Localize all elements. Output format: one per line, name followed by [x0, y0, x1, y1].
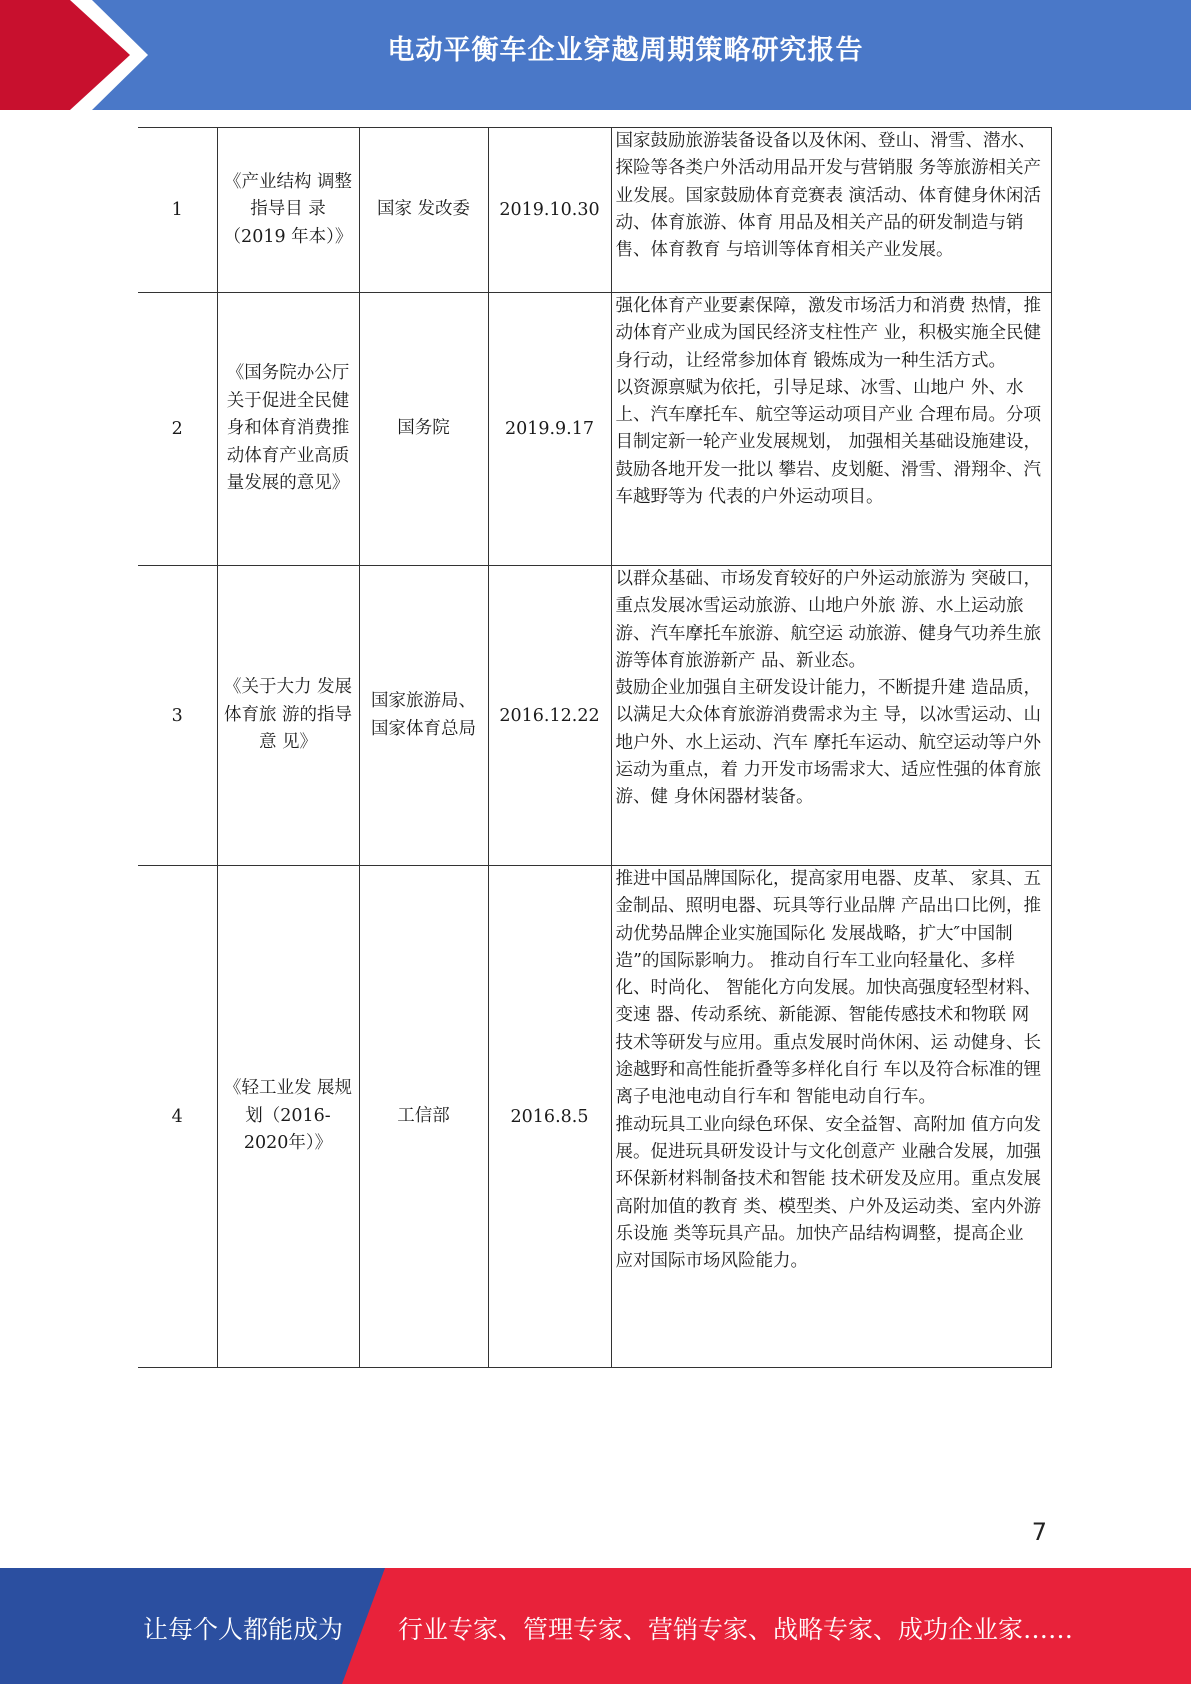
footer-banner [0, 1568, 1191, 1684]
policy-name: 《产业结构 调整指导目 录（2019 年本）》 [217, 128, 359, 293]
issuing-department: 工信部 [359, 866, 488, 1368]
row-number: 2 [138, 293, 217, 566]
policy-content [611, 128, 1052, 293]
report-title: 电动平衡车企业穿越周期策略研究报告 [387, 35, 864, 66]
policy-table [138, 127, 1052, 1368]
row-number: 1 [138, 128, 217, 293]
table-row [138, 866, 1052, 1368]
policy-name: 《轻工业发 展规划（2016-2020年）》 [217, 866, 359, 1368]
content-paragraph: 鼓励企业加强自主研发设计能力，不断提升建 造品质，以满足大众体育旅游消费需求为主 导，以冰雪运动、山地户外、水上运动、汽车 摩托车运动、航空运动等户外运动为重点，着 力开发市场需求大、适应性强的体育旅游、健 身休闲器材装备。 [615, 678, 1042, 808]
content-paragraph: 强化体育产业要素保障，激发市场活力和消费 热情，推动体育产业成为国民经济支柱性产 业，积极实施全民健身行动，让经常参加体育 锻炼成为一种生活方式。 [615, 296, 1042, 371]
content-paragraph: 国家鼓励旅游装备设备以及休闲、登山、滑雪、潜水、探险等各类户外活动用品开发与营销服 务等旅游相关产业发展。国家鼓励体育竞赛表 演活动、体育健身休闲活动、体育旅游、体育 用品及相关产品的研发制造与销售、体育教育 与培训等体育相关产业发展。 [615, 131, 1042, 261]
content-paragraph: 以资源禀赋为依托，引导足球、冰雪、山地户 外、水上、汽车摩托车、航空等运动项目产业 合理布局。分项目制定新一轮产业发展规划， 加强相关基础设施建设，鼓励各地开发一批以 攀岩、皮划艇、滑雪、滑翔伞、汽车越野等为 代表的户外运动项目。 [615, 377, 1042, 508]
content-paragraph: 推动玩具工业向绿色环保、安全益智、高附加 值方向发展。促进玩具研发设计与文化创意产 业融合发展，加强环保新材料制备技术和智能 技术研发及应用。重点发展高附加值的教育 类、模型类、户外及运动类、室内外游乐设施 类等玩具产品。加快产品结构调整，提高企业 应对国际市场风险能力。 [615, 1114, 1042, 1272]
policy-content [611, 566, 1052, 866]
row-number: 4 [138, 866, 217, 1368]
table-row [138, 293, 1052, 566]
footer-slogan-roles: 行业专家、管理专家、营销专家、战略专家、成功企业家…… [398, 1615, 1074, 1644]
content-paragraph: 以群众基础、市场发育较好的户外运动旅游为 突破口，重点发展冰雪运动旅游、山地户外旅 游、水上运动旅游、汽车摩托车旅游、航空运 动旅游、健身气功养生旅游等体育旅游新产 品、新业态。 [615, 569, 1042, 671]
header-banner [0, 0, 1191, 110]
page-number: 7 [1031, 1518, 1047, 1546]
table-row [138, 128, 1052, 293]
issuing-department: 国务院 [359, 293, 488, 566]
issue-date: 2019.9.17 [488, 293, 611, 566]
footer-slogan-lead: 让每个人都能成为 [143, 1615, 344, 1644]
issue-date: 2016.8.5 [488, 866, 611, 1368]
policy-name: 《国务院办公厅关于促进全民健身和体育消费推动体育产业高质量发展的意见》 [217, 293, 359, 566]
issue-date: 2016.12.22 [488, 566, 611, 866]
issuing-department: 国家旅游局、国家体育总局 [359, 566, 488, 866]
issue-date: 2019.10.30 [488, 128, 611, 293]
policy-content [611, 293, 1052, 566]
row-number: 3 [138, 566, 217, 866]
issuing-department: 国家 发改委 [359, 128, 488, 293]
policy-content [611, 866, 1052, 1368]
table-row [138, 566, 1052, 866]
policy-name: 《关于大力 发展体育旅 游的指导意 见》 [217, 566, 359, 866]
content-paragraph: 推进中国品牌国际化，提高家用电器、皮革、 家具、五金制品、照明电器、玩具等行业品牌 产品出口比例，推动优势品牌企业实施国际化 发展战略，扩大″中国制造”的国际影响力。 推动自行车工业向轻量化、多样化、时尚化、 智能化方向发展。加快高强度轻型材料、变速 器、传动系统、新能源、智能传感技术和物联 网技术等研发与应用。重点发展时尚休闲、运 动健身、长途越野和高性能折叠等多样化自行 车以及符合标准的锂离子电池电动自行车和 智能电动自行车。 [615, 869, 1042, 1108]
